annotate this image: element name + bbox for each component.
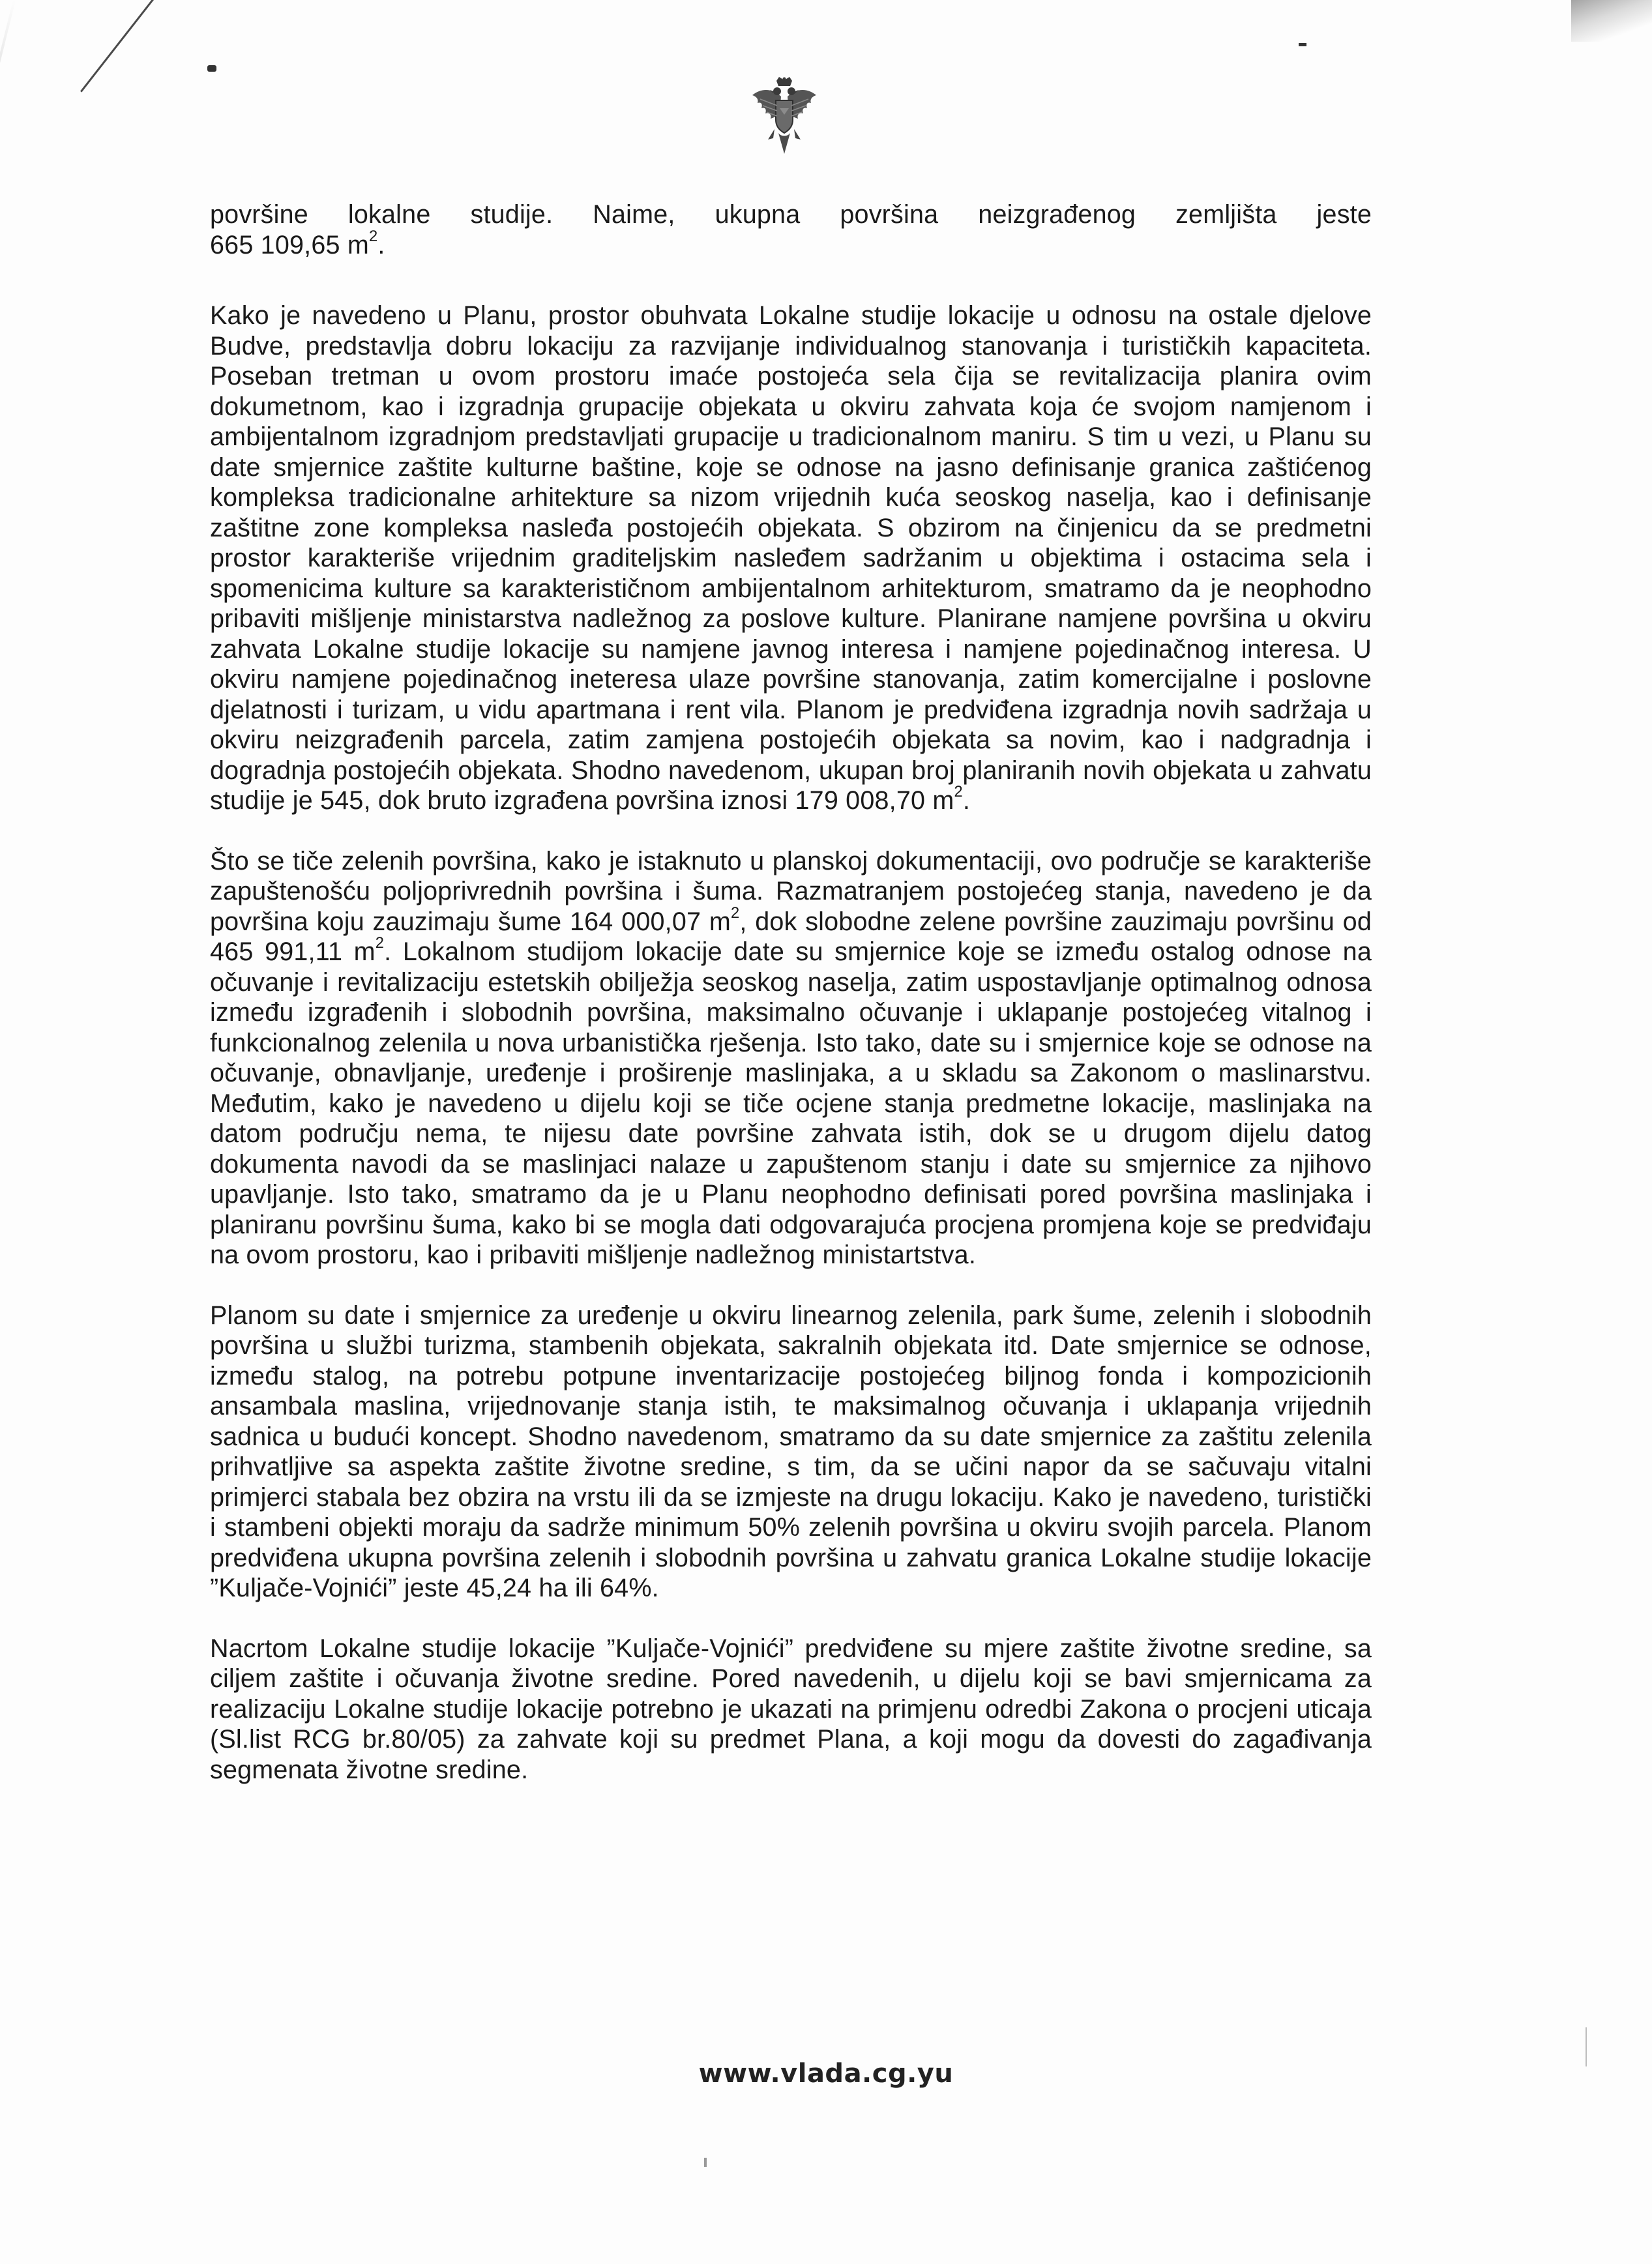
paragraph-1-line-2 [210,230,1372,261]
punctuation: . [962,786,971,815]
paragraph-4 [210,1301,1372,1604]
paragraph-5-text: Nacrtom Lokalne studije lokacije ”Kuljače-Vojnići” predviđene su mjere zaštite životne sredine, sa ciljem zaštite i očuvanja životne sredine. Pored navedenih, u dijelu koji se bavi smjernicama za realizaciju Lokalne studije lokacije potrebno je ukazati na primjenu odredbi Zakona o procjeni uticaja (Sl.list RCG br.80/05) za zahvate koji su predmet Plana, a koji mogu da dovesti do zagađivanja segmenata životne sredine. [210,1634,1372,1784]
superscript: 2 [368,228,378,245]
paragraph-2 [210,301,1372,816]
scan-artifact-top-right-corner [1571,0,1652,42]
paragraph-1-text: površine lokalne studije. Naime, ukupna površina neizgrađenog zemljišta jeste [210,200,1372,229]
scan-artifact-top-left-stroke [80,0,158,93]
paragraph-3-text-b: , dok slobodne zelene površine zauzimaju površinu od 465 991,11 m [210,907,1372,966]
paragraph-3 [210,846,1372,1271]
paragraph-2-text: Kako je navedeno u Planu, prostor obuhvata Lokalne studije lokacije u odnosu na ostale djelove Budve, predstavlja dobru lokaciju za razvijanje individualnog stanovanja i turističkih kapaciteta. Poseban tretman u ovom prostoru imaće postojeća sela čija se revitalizacija planira ovim dokumetnom, kao i izgradnja grupacije objekata u okviru zahvata koja će svojom namjenom i ambijentalnom izgradnjom predstavljati grupacije u tradicionalnom maniru. S tim u vezi, u Planu su date smjernice zaštite kulturne baštine, koje se odnose na jasno definisanje granica zaštićenog kompleksa tradicionalne arhitekture sa nizom vrijednih kuća seoskog naselja, kao i definisanje zaštitne zone kompleksa nasleđa postojećih objekata. S obzirom na činjenicu da se predmetni prostor karakteriše vrijednim graditeljskim nasleđem sadržanim u objektima i ostacima sela i spomenicima kulture sa karakterističnom ambijentalnom arhitekturom, smatramo da je neophodno pribaviti mišljenje ministarstva nadležnog za poslove kulture. Planirane namjene površina u okviru zahvata Lokalne studije lokacije su namjene javnog interesa i namjene pojedinačnog interesa. U okviru namjene pojedinačnog ineteresa ulaze površine stanovanja, zatim komercijalne i poslovne djelatnosti i turizam, u vidu apartmana i rent vila. Planom je predviđena izgradnja novih sadržaja u okviru neizgrađenih parcela, zatim zamjena postojećih objekata sa novim, kao i nadgradnja i dogradnja postojećih objekata. Shodno navedenom, ukupan broj planiranih novih objekata u zahvatu studije je 545, dok bruto izgrađena površina iznosi 179 008,70 m [210,301,1372,815]
document-body [210,199,1372,1815]
scan-artifact-top-left-mark [207,65,216,72]
paragraph-5 [210,1634,1372,1786]
paragraph-1-line-1 [210,199,1372,230]
scan-artifact-bottom-dot [704,2158,707,2167]
paragraph-3-text-a: Što se tiče zelenih površina, kako je istaknuto u planskoj dokumentaciji, ovo područje se karakteriše zapuštenošću poljoprivrednih površina i šuma. Razmatranjem postojećeg stanja, navedeno je da površina koju zauzimaju šume 164 000,07 m [210,846,1372,936]
paragraph-4-text: Planom su date i smjernice za uređenje u okviru linearnog zelenila, park šume, zelenih i slobodnih površina u službi turizma, stambenih objekata, sakralnih objekata itd. Date smjernice se odnose, između stalog, na potrebu potpune inventarizacije postojećeg biljnog fonda i kompozicionih ansambala maslina, vrijednovanje stanja istih, te maksimalnog očuvanja i uklapanja vrijednih sadnica u budući koncept. Shodno navedenom, smatramo da su date smjernice za zaštitu zelenila prihvatljive sa aspekta zaštite životne sredine, s tim, da se učini napor da se sačuvaju vitalni primjerci stabala bez obzira na vrstu ili da se izmjeste na drugu lokaciju. Kako je navedeno, turistički i stambeni objekti moraju da sadrže minimum 50% zelenih površina u okviru svojih parcela. Planom predviđena ukupna površina zelenih i slobodnih površina u zahvatu granica Lokalne studije lokacije ”Kuljače-Vojnići” jeste 45,24 ha ili 64%. [210,1301,1372,1602]
scan-artifact-top-right-mark [1299,43,1306,46]
punctuation: . [377,230,385,259]
superscript: 2 [375,935,385,952]
superscript: 2 [730,904,740,922]
montenegro-coat-of-arms-icon [748,77,820,159]
superscript: 2 [954,784,963,801]
area-value-text: 665 109,65 m [210,230,369,259]
scan-artifact-left-line [0,0,16,393]
footer-url: www.vlada.cg.yu [698,2059,954,2089]
paragraph-3-text-c: . Lokalnom studijom lokacije date su smjernice koje se između ostalog odnose na očuvanje i revitalizaciju estetskih obilježja seoskog naselja, zatim uspostavljanje optimalnog odnosa između izgrađenih i slobodnih površina, maksimalno očuvanje i uklapanje postojećeg vitalnog i funkcionalnog zelenila u nova urbanistička rješenja. Isto tako, date su i smjernice koje se odnose na očuvanje, obnavljanje, uređenje i proširenje maslinjaka, a u skladu sa Zakonom o maslinarstvu. Međutim, kako je navedeno u dijelu koji se tiče ocjene stanja predmetne lokacije, maslinjaka na datom području nema, te nijesu date površine zahvata istih, dok se u drugom dijelu datog dokumenta navodi da se maslinjaci nalaze u zapuštenom stanju i date su smjernice za njihovo upavljanje. Isto tako, smatramo da je u Planu neophodno definisati pored površina maslinjaka i planiranu površinu šuma, kako bi se mogla dati odgovarajuća procjena promjena koje se predviđaju na ovom prostoru, kao i pribaviti mišljenje nadležnog ministartstva. [210,937,1372,1269]
